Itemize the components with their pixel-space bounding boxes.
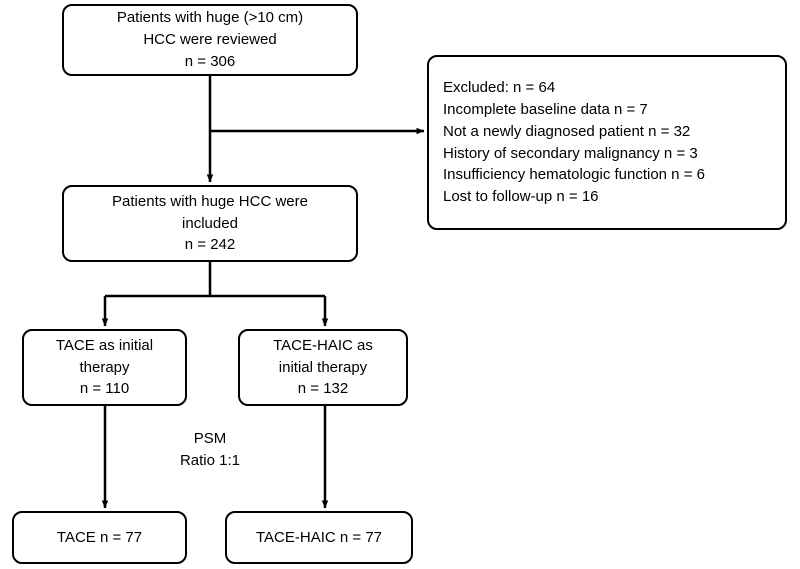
node-line: included [182, 214, 238, 232]
node-line: n = 110 [79, 380, 130, 398]
node-tace-haic-final [225, 511, 413, 564]
node-line: n = 306 [184, 52, 236, 70]
node-line: Patients with huge (>10 cm) [116, 9, 304, 27]
node-line: History of secondary malignancy n = 3 [443, 144, 698, 162]
node-tace-final [12, 511, 187, 564]
node-line: n = 242 [184, 236, 236, 254]
node-line: Excluded: n = 64 [443, 79, 556, 97]
node-line: initial therapy [278, 358, 368, 376]
node-line: HCC were reviewed [143, 31, 277, 49]
node-line: n = 132 [297, 380, 349, 398]
node-excluded [427, 55, 787, 230]
psm-line: Ratio 1:1 [179, 451, 241, 469]
psm-line: PSM [193, 430, 227, 447]
node-tace-initial-therapy [22, 329, 187, 406]
node-line: TACE as initial [55, 336, 154, 354]
node-patients-included [62, 185, 358, 262]
node-line: Lost to follow-up n = 16 [443, 188, 599, 205]
node-line: Insufficiency hematologic function n = 6 [443, 166, 705, 184]
psm-annotation [150, 428, 270, 472]
node-line: Patients with huge HCC were [112, 192, 308, 210]
node-line: TACE-HAIC as [273, 336, 373, 354]
node-line: therapy [79, 358, 130, 376]
node-line: TACE-HAIC n = 77 [255, 528, 382, 546]
node-patients-reviewed [62, 4, 358, 76]
node-line: TACE n = 77 [56, 528, 143, 546]
node-line: Incomplete baseline data n = 7 [443, 101, 648, 118]
node-tace-haic-initial-therapy [238, 329, 408, 406]
node-line: Not a newly diagnosed patient n = 32 [443, 122, 691, 140]
